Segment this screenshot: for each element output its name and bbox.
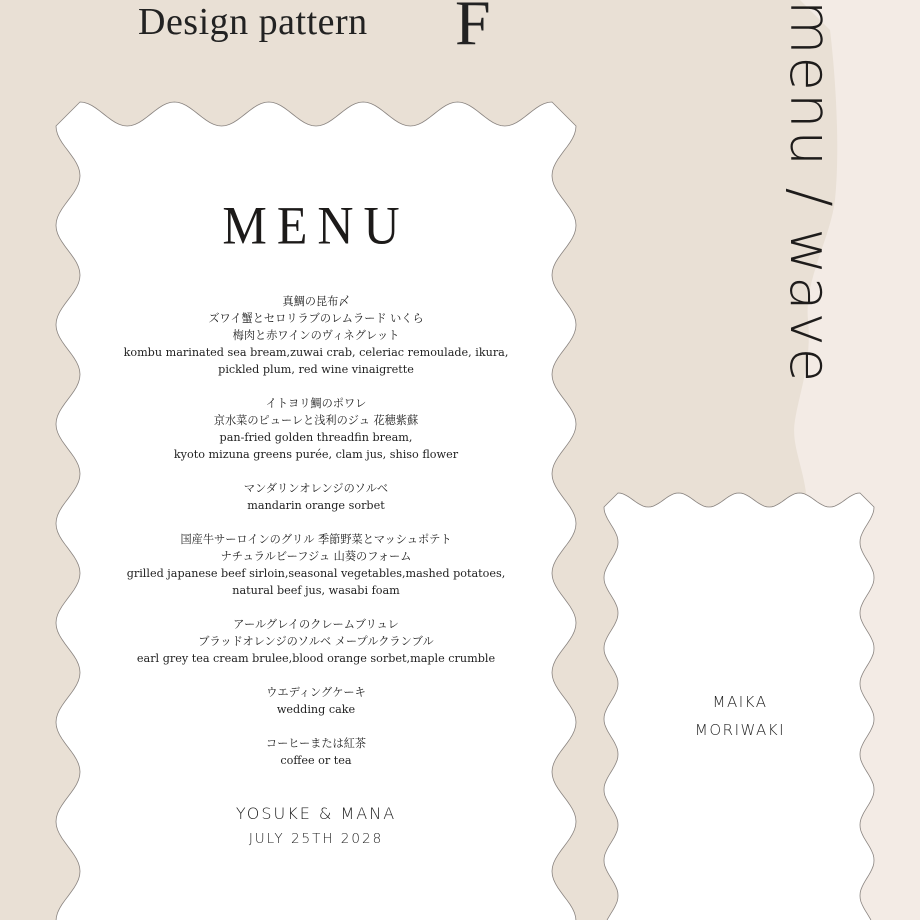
menu-course (96, 531, 536, 599)
menu-course-list (96, 293, 536, 786)
menu-course (96, 735, 536, 769)
vertical-label: menu / wave (777, 0, 842, 385)
menu-course-line: coffee or tea (280, 754, 352, 767)
wedding-date: JULY 25TH 2028 (248, 831, 384, 847)
place-card-name (606, 688, 874, 744)
menu-course-line: mandarin orange sorbet (247, 499, 385, 512)
menu-course-line: アールグレイのクレームブリュレ (233, 618, 399, 631)
menu-course-line: kombu marinated sea bream,zuwai crab, celeriac remoulade, ikura, (123, 346, 509, 359)
menu-course (96, 480, 536, 514)
menu-course (96, 395, 536, 463)
menu-course-line: grilled japanese beef sirloin,seasonal vegetables,mashed potatoes, (126, 567, 506, 580)
menu-course-line: 国産牛サーロインのグリル 季節野菜とマッシュポテト (180, 533, 452, 546)
menu-course-line: kyoto mizuna greens purée, clam jus, shiso flower (173, 448, 459, 461)
menu-course (96, 616, 536, 667)
menu-course-line: ナチュラルビーフジュ 山葵のフォーム (220, 550, 412, 563)
menu-course-line: イトヨリ鯛のポワレ (265, 397, 367, 410)
menu-course-line: マンダリンオレンジのソルベ (243, 482, 389, 495)
place-card-name-line1: MAIKA (712, 693, 768, 711)
menu-course-line: earl grey tea cream brulee,blood orange sorbet,maple crumble (136, 652, 496, 665)
menu-course-line: wedding cake (276, 703, 356, 716)
pattern-letter: F (455, 0, 491, 58)
menu-course-line: ズワイ蟹とセロリラブのレムラード いくら (208, 312, 424, 325)
menu-course-line: natural beef jus, wasabi foam (232, 584, 400, 597)
menu-course-line: 真鯛の昆布〆 (282, 295, 350, 308)
place-card-name-line2: MORIWAKI (694, 721, 786, 739)
menu-title: MENU (222, 194, 410, 256)
menu-course (96, 293, 536, 378)
menu-course-line: 梅肉と赤ワインのヴィネグレット (232, 329, 400, 342)
menu-course (96, 684, 536, 718)
couple-names: YOSUKE & MANA (235, 804, 397, 823)
page-title: Design pattern (138, 1, 368, 43)
menu-course-line: pickled plum, red wine vinaigrette (218, 363, 414, 376)
signature-block (56, 804, 576, 847)
menu-course-line: ブラッドオレンジのソルベ メープルクランブル (198, 635, 434, 648)
menu-course-line: ウエディングケーキ (266, 686, 366, 699)
menu-course-line: pan-fried golden threadfin bream, (219, 431, 413, 444)
menu-course-line: コーヒーまたは紅茶 (265, 737, 367, 750)
menu-course-line: 京水菜のピューレと浅利のジュ 花穂紫蘇 (213, 414, 419, 427)
